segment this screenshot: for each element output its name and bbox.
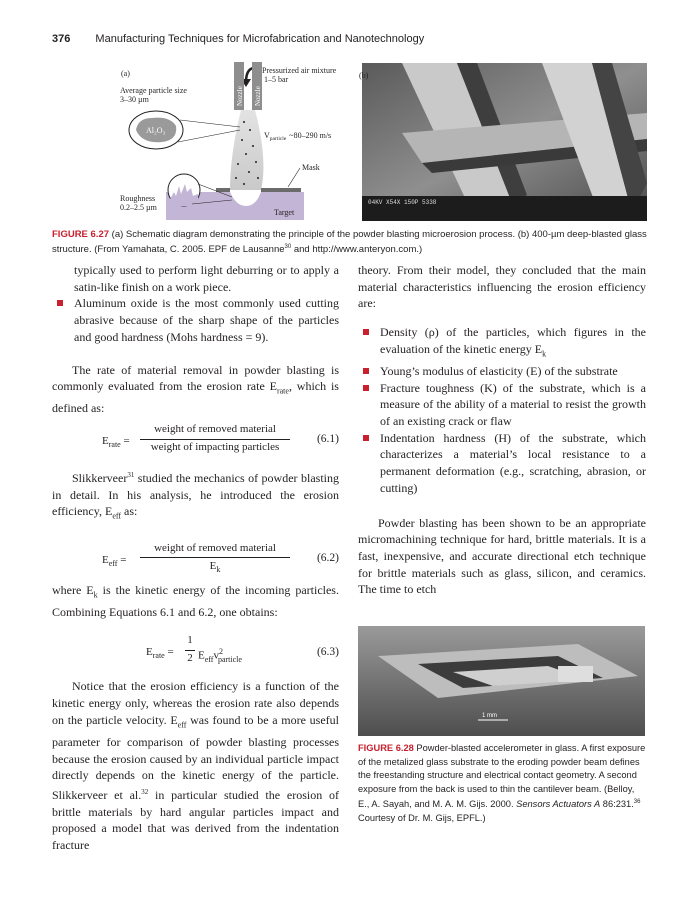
paragraph: typically used to perform light deburring or to apply a satin-like finish on a work piece.	[74, 263, 339, 294]
bullet-fracture-toughness: Fracture toughness (K) of the substrate, which is a measure of the ability of a material to resist the growth of an existing crack or flaw	[358, 380, 646, 430]
eq3-numerator: 1	[185, 632, 195, 651]
magnifier-leader-bottom	[178, 130, 240, 142]
accelerometer-photo	[358, 626, 645, 736]
eq1-number: (6.1)	[316, 433, 339, 446]
size-range-label: 3–30 µm	[120, 95, 149, 104]
figure-6-28-label: FIGURE 6.28	[358, 743, 414, 753]
velocity-label: $V_{particle}$ ~80–290 m/s	[264, 131, 332, 142]
equation-6-1: $E_{rate}$ = weight of removed material weight of impacting particles (6.1)	[52, 421, 339, 461]
equation-6-3: $E_{rate}$ = 1 2 $E_{eff}v^2_{particle}$ (6.3)	[52, 630, 339, 674]
bullet-aluminum-oxide: Aluminum oxide is the most commonly used cutting abrasive because of the sharp shape of the particles and good hardness (Mohs hardness = 9).	[52, 295, 339, 345]
eq3-number: (6.3)	[316, 646, 339, 659]
mask-leader	[288, 168, 300, 187]
paragraph-powder-blasting: Powder blasting has been shown to be an appropriate micromachining technique for hard, brittle materials. It is a fast, inexpensive, and accurate directional etch technique for brittle materials such as glass, silicon, and ceramics. The time to etch	[358, 515, 646, 597]
figure-6-28-caption: FIGURE 6.28 Powder-blasted accelerometer in glass. A first exposure of the metalized glass substrate to the eroding powder beam defines the freestanding structure and electrical contact geometry. A second exposure from the back is used to thin the cantilever beam. (Belloy, E., A. Sayah, and M. A. M. Gijs. 2000. Sensors Actuators A 86:231.36 Courtesy of Dr. M. Gijs, EPFL.)	[358, 743, 646, 823]
target-label: Target	[274, 208, 295, 217]
running-header	[52, 33, 424, 45]
material-characteristics-list	[358, 324, 646, 496]
paragraph-erosion-efficiency: Notice that the erosion efficiency is a function of the kinetic energy only, whereas the erosion rate also depends on the particle velocity. $E_{eff}$ was found to be a more useful parameter for comparison of powder blasting processes because the erosion caused by an individual particle impact directly depends on the kinetic energy of the particle. Slikkerveer et al.$^{32}$ in particular studied the erosion of brittle materials by hard angular particles impact and proposed a model that was derived from the indentation fracture	[52, 679, 339, 853]
bullet-indentation-hardness: Indentation hardness (H) of the substrate, which characterizes a material’s local resistance to a permanent deformation (e.g., scratching, abrasion, or cutting)	[358, 430, 646, 497]
avg-size-label: Average particle size	[120, 86, 187, 95]
particle-label: Al₂O₃	[146, 126, 166, 135]
nozzle-left-label: Nozzle	[236, 86, 244, 106]
roughness-label: Roughness	[120, 194, 156, 203]
sem-databar: 04KV X54X 150P 5338	[368, 199, 437, 206]
equation-6-2: $E_{eff}$ = weight of removed material $E_k$ (6.2)	[52, 540, 339, 580]
panel-a-label: (a)	[121, 69, 130, 78]
figure-6-27-label: FIGURE 6.27	[52, 229, 110, 240]
paragraph-kinetic-energy: where $E_k$ is the kinetic energy of the incoming particles. Combining Equations 6.1 and 6.2, one obtains:	[52, 582, 339, 619]
eq2-denominator: $E_k$	[209, 559, 221, 574]
eq1-numerator: weight of removed material	[140, 421, 290, 440]
powder-blasting-schematic	[118, 60, 354, 220]
eq3-denominator: 2	[187, 652, 193, 665]
proof-mass	[558, 666, 593, 682]
magnifier-leader-top	[180, 120, 240, 127]
right-column	[358, 262, 646, 598]
paragraph-erosion-rate: The rate of material removal in powder blasting is commonly evaluated from the erosion rate $E_{rate}$, which is defined as:	[52, 362, 339, 416]
mask-label: Mask	[302, 163, 320, 172]
running-title: Manufacturing Techniques for Microfabrication and Nanotechnology	[95, 33, 425, 45]
pressure-label: 1–5 bar	[264, 75, 289, 84]
sem-glass-structure-photo	[362, 63, 647, 221]
bullet-density: Density (ρ) of the particles, which figures in the evaluation of the kinetic energy $E_k$	[358, 324, 646, 363]
paragraph-slikkerveer: Slikkerveer$^{31}$ studied the mechanics of powder blasting in detail. In his analysis, he introduced the erosion efficiency, $E_{eff}$ as:	[52, 471, 339, 521]
page-number: 376	[52, 33, 71, 45]
eq2-numerator: weight of removed material	[140, 540, 290, 559]
bullet-youngs-modulus: Young’s modulus of elasticity (E) of the substrate	[358, 363, 646, 380]
figure-6-27-caption: FIGURE 6.27 (a) Schematic diagram demonstrating the principle of the powder blasting microerosion process. (b) 400-µm deep-blasted glass structure. (From Yamahata, C. 2005. EPF de Lausanne$^{30}$ and http://www.anteryon.com.)	[52, 229, 647, 256]
pressurized-label: Pressurized air mixture	[262, 66, 337, 75]
mask-right	[261, 188, 301, 192]
eq1-denominator: weight of impacting particles	[150, 441, 280, 454]
left-column	[52, 262, 339, 854]
panel-b-label: (b)	[359, 71, 369, 80]
scale-label: 1 mm	[482, 713, 497, 719]
nozzle-right-label: Nozzle	[254, 86, 262, 106]
roughness-range-label: 0.2–2.5 µm	[120, 203, 157, 212]
paragraph: theory. From their model, they concluded that the main material characteristics influencing the erosion efficiency are:	[358, 263, 646, 311]
eq2-number: (6.2)	[316, 551, 339, 564]
